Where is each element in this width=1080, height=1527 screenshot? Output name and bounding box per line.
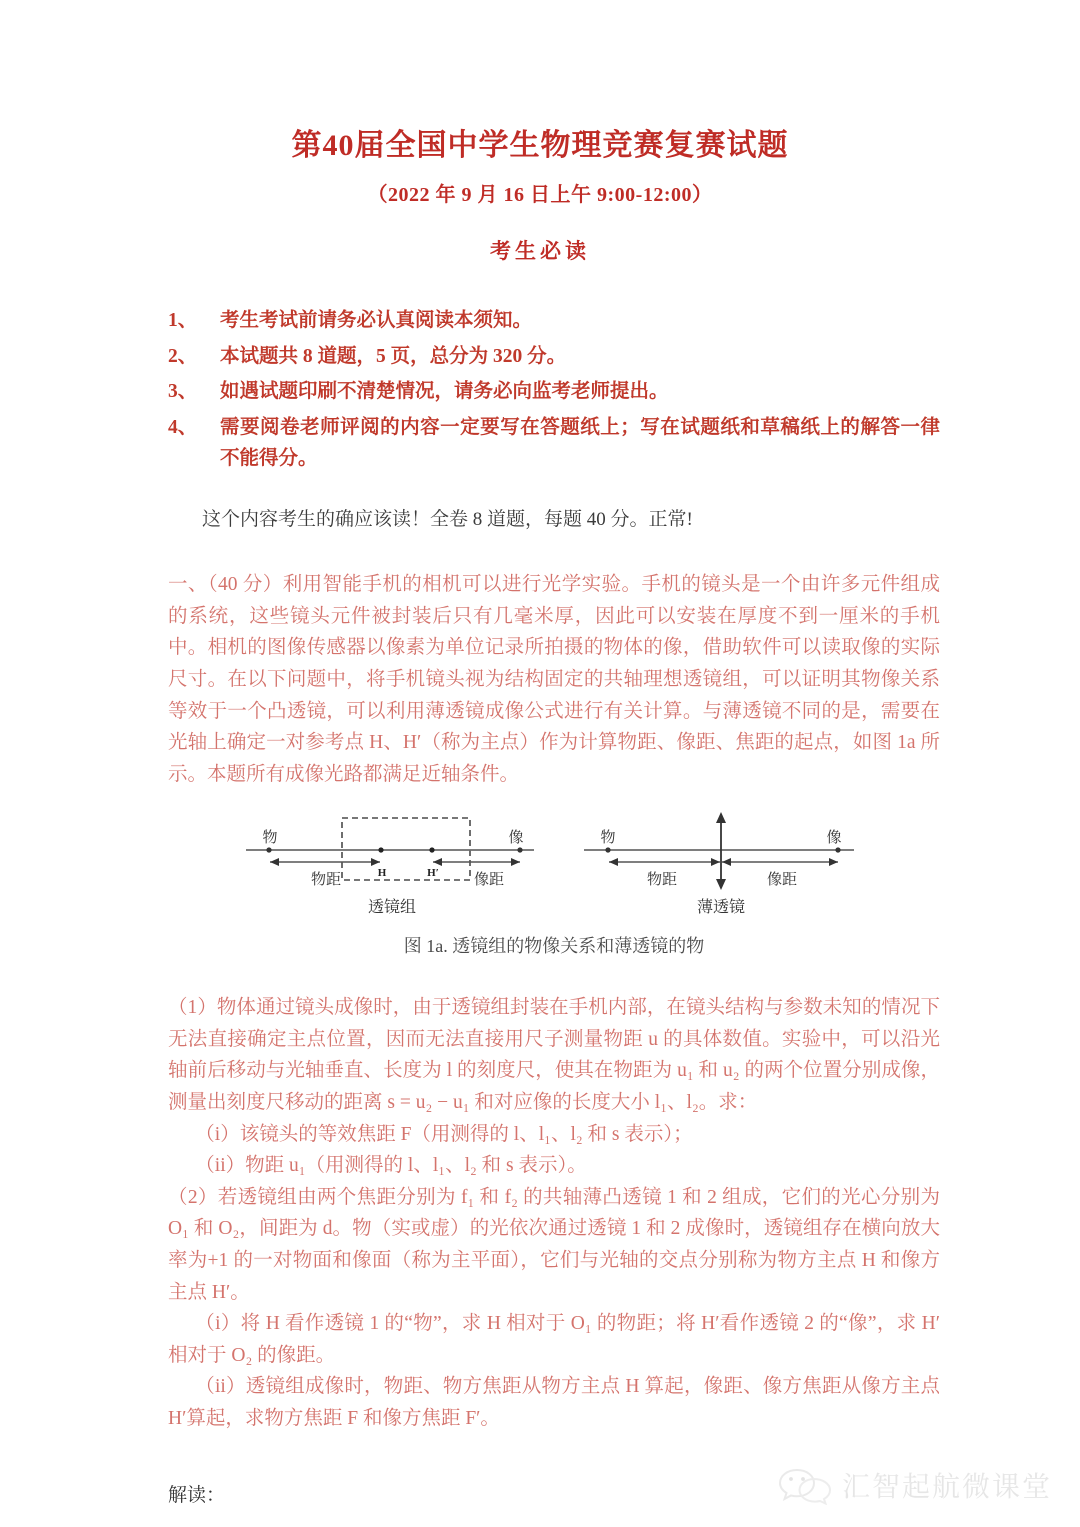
principal-point-h-prime-dot	[429, 848, 434, 853]
object-point-left	[266, 848, 271, 853]
image-distance-arrow-start-right	[722, 858, 731, 866]
object-distance-arrow-start	[270, 858, 279, 866]
label-image-right: 像	[826, 829, 842, 847]
closing-label: 解读：	[168, 1485, 226, 1507]
label-lens-group-title: 透镜组	[367, 899, 417, 917]
part2-item-ii: （ii）透镜组成像时，物距、物方焦距从物方主点 H 算起，像距、像方焦距从像方主点 H′算起，求物方焦距 F 和像方焦距 F′。	[168, 1376, 940, 1429]
object-distance-arrow-start-right	[609, 858, 618, 866]
object-distance-arrow-end	[371, 858, 380, 866]
exam-datetime: （2022 年 9 月 16 日上午 9:00-12:00）	[367, 184, 713, 206]
notice-item	[168, 341, 940, 373]
figure-1a	[168, 808, 940, 958]
annotation-remark: 这个内容考生的确应该读！全卷 8 道题，每题 40 分。正常!	[202, 508, 693, 530]
figure-caption: 图 1a. 透镜组的物像关系和薄透镜的物	[403, 936, 705, 957]
image-distance-arrow-start	[433, 858, 442, 866]
question-body	[0, 535, 1080, 1434]
part2-lead-paragraph: （2）若透镜组由两个焦距分别为 f₁ 和 f₂ 的共轴薄凸透镜 1 和 2 组成，它们的光心分别为 O₁ 和 O₂，间距为 d。物（实或虚）的光依次通过透镜 1 和 2 成像时，透镜组存在横向放大率为+1 的一对物面和像面（称为主平面），它们与光轴的交点分别称为物方主点 H 和像方主点 H′。	[168, 1186, 940, 1303]
thin-lens-arrow-top	[716, 812, 726, 823]
part1-lead-paragraph: （1）物体通过镜头成像时，由于透镜组封装在手机内部，在镜头结构与参数未知的情况下无法直接确定主点位置，因而无法直接用尺子测量物距 u 的具体数值。实验中，可以沿光轴前后移动与光轴垂直、长度为 l 的刻度尺，使其在物距为 u₁ 和 u₂ 的两个位置分别成像，测量出刻度尺移动的距离 s = u₂ − u₁ 和对应像的长度大小 l₁、l₂。求：	[168, 997, 940, 1114]
image-distance-arrow-end	[511, 858, 520, 866]
lens-group-dashed-box	[342, 818, 470, 880]
label-point-h: H	[377, 867, 387, 880]
image-distance-arrow-end-right	[829, 858, 838, 866]
wechat-eye-left	[789, 1477, 793, 1481]
notice-number: 4、	[168, 416, 198, 438]
notice-number: 2、	[168, 345, 198, 367]
notice-text: 考生考试前请务必认真阅读本须知。	[220, 310, 533, 331]
object-point-right	[605, 848, 610, 853]
notice-item	[168, 412, 940, 475]
label-thin-lens-title: 薄透镜	[696, 899, 746, 917]
label-object-distance-left: 物距	[310, 871, 342, 889]
notice-text: 本试题共 8 道题，5 页，总分为 320 分。	[220, 345, 567, 367]
wechat-large-bubble	[780, 1470, 814, 1499]
label-object-right: 物	[600, 829, 616, 847]
watermark-text: 汇智起航微课堂	[841, 1471, 1052, 1502]
label-image-distance-right: 像距	[766, 871, 798, 889]
notice-item	[168, 305, 940, 337]
thin-lens-arrow-bottom	[716, 879, 726, 890]
part2-item-i: （i）将 H 看作透镜 1 的“物”，求 H 相对于 O₁ 的物距；将 H′看作透镜 2 的“像”，求 H′相对于 O₂ 的像距。	[168, 1313, 940, 1366]
notice-text: 需要阅卷老师评阅的内容一定要写在答题纸上；写在试题纸和草稿纸上的解答一律不能得分。	[220, 416, 940, 470]
label-image-left: 像	[508, 829, 524, 847]
notice-list	[0, 265, 1080, 475]
image-point-right	[835, 848, 840, 853]
label-object-left: 物	[262, 829, 278, 847]
question-intro-paragraph: 一、（40 分）利用智能手机的相机可以进行光学实验。手机的镜头是一个由许多元件组成的系统，这些镜头元件被封装后只有几毫米厚，因此可以安装在厚度不到一厘米的手机中。相机的图像传感器以像素为单位记录所拍摄的物体的像，借助软件可以读取像的实际尺寸。在以下问题中，将手机镜头视为结构固定的共轴理想透镜组，可以证明其物像关系等效于一个凸透镜，可以利用薄透镜成像公式进行有关计算。与薄透镜不同的是，需要在光轴上确定一对参考点 H、H′（称为主点）作为计算物距、像距、焦距的起点，如图 1a 所示。本题所有成像光路都满足近轴条件。	[168, 574, 940, 785]
optics-diagram-svg	[234, 808, 874, 928]
wechat-eye-right	[801, 1477, 805, 1481]
watermark	[778, 1465, 1052, 1505]
label-object-distance-right: 物距	[646, 871, 678, 889]
notice-text: 如遇试题印刷不清楚情况，请务必向监考老师提出。	[220, 381, 669, 403]
image-point-left	[517, 848, 522, 853]
notice-item	[168, 376, 940, 408]
wechat-icon	[778, 1465, 832, 1505]
page-title: 第40届全国中学生物理竞赛复赛试题	[291, 129, 789, 162]
principal-point-h-dot	[378, 848, 383, 853]
object-distance-arrow-end-right	[711, 858, 720, 866]
part1-item-ii: （ii）物距 u₁（用测得的 l、l₁、l₂ 和 s 表示）。	[195, 1155, 587, 1177]
notice-number: 3、	[168, 381, 198, 403]
notice-number: 1、	[168, 310, 198, 331]
label-image-distance-left: 像距	[473, 871, 505, 889]
label-point-h-prime: H′	[427, 867, 439, 880]
part1-item-i: （i）该镜头的等效焦距 F（用测得的 l、l₁、l₂ 和 s 表示）；	[195, 1123, 693, 1145]
section-heading-candidate-notice: 考生必读	[490, 239, 590, 263]
